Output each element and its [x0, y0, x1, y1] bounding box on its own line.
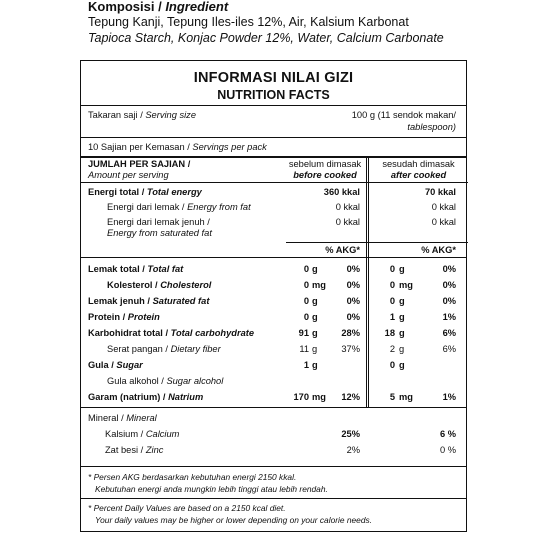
nutrient-after-unit: g: [399, 360, 405, 370]
energy-total-label: Energi total / Total energy: [88, 187, 202, 197]
divider: [81, 466, 466, 467]
nutrient-after-amount: 0: [389, 264, 395, 274]
nutrient-after-amount: 0: [389, 296, 395, 306]
nutrient-after-akg: 0%: [442, 280, 456, 290]
nutrient-after-unit: mg: [399, 280, 413, 290]
mineral-calcium-label: Kalsium / Calcium: [105, 429, 180, 439]
nutrient-before-unit: g: [312, 264, 318, 274]
nutrient-after-unit: g: [399, 296, 405, 306]
nutrient-before-amount: 0: [303, 296, 309, 306]
energy-fat-after: 0 kkal: [431, 202, 456, 212]
energy-fat-label: Energi dari lemak / Energy from fat: [107, 202, 251, 212]
after-cooked-header: sesudah dimasak: [382, 159, 455, 169]
serving-size-value-unit: tablespoon): [407, 122, 456, 132]
nutrition-facts-panel: [80, 60, 467, 532]
footnote-id-1: * Persen AKG berdasarkan kebutuhan energi 2150 kkal.: [88, 472, 297, 482]
composition-title: Komposisi / Ingredient: [88, 0, 229, 14]
nutrient-label: Kolesterol / Cholesterol: [107, 280, 212, 290]
nutrient-before-akg: 0%: [346, 280, 360, 290]
nutrient-after-akg: 6%: [442, 344, 456, 354]
divider: [81, 407, 466, 408]
divider: [81, 498, 466, 499]
nutrient-label: Gula / Sugar: [88, 360, 143, 370]
nutrient-label: Gula alkohol / Sugar alcohol: [107, 376, 224, 386]
after-cooked-header-en: after cooked: [390, 170, 447, 180]
nutrient-before-akg: 12%: [341, 392, 360, 402]
nutrient-after-amount: 0: [389, 360, 395, 370]
akg-header-before: % AKG*: [325, 245, 360, 255]
nutrient-before-unit: g: [312, 296, 318, 306]
nutrient-label: Lemak jenuh / Saturated fat: [88, 296, 210, 306]
amount-per-serving-label: JUMLAH PER SAJIAN /: [88, 159, 191, 169]
mineral-zinc-label: Zat besi / Zinc: [105, 445, 164, 455]
divider-thick: [81, 156, 466, 158]
nutrient-before-amount: 0: [303, 312, 309, 322]
nutrient-after-amount: 18: [384, 328, 395, 338]
nutrient-before-amount: 0: [303, 264, 309, 274]
panel-title-id: INFORMASI NILAI GIZI: [193, 70, 354, 86]
nutrient-before-akg: 28%: [341, 328, 360, 338]
nutrient-before-akg: 0%: [346, 296, 360, 306]
serving-size-label: Takaran saji / Serving size: [88, 110, 196, 120]
nutrient-before-unit: g: [312, 312, 318, 322]
panel-title-en: NUTRITION FACTS: [217, 88, 330, 102]
nutrient-before-unit: g: [312, 344, 318, 354]
energy-sat-fat-label: Energi dari lemak jenuh /: [107, 217, 210, 227]
footnote-en-2: Your daily values may be higher or lower depending on your calorie needs.: [95, 515, 373, 525]
footnote-en-1: * Percent Daily Values are based on a 2150 kcal diet.: [88, 503, 286, 513]
energy-total-before: 360 kkal: [323, 187, 360, 197]
composition-text-en: Tapioca Starch, Konjac Powder 12%, Water, Calcium Carbonate: [88, 31, 444, 45]
nutrient-after-akg: 1%: [442, 392, 456, 402]
column-divider: [366, 157, 367, 407]
divider: [81, 137, 466, 138]
nutrient-label: Protein / Protein: [88, 312, 160, 322]
servings-per-pack: 10 Sajian per Kemasan / Servings per pack: [88, 142, 267, 152]
nutrient-after-unit: g: [399, 312, 405, 322]
nutrient-before-unit: mg: [312, 392, 326, 402]
energy-sat-fat-before: 0 kkal: [335, 217, 360, 227]
nutrient-before-amount: 170: [293, 392, 309, 402]
serving-size-value: 100 g (11 sendok makan/: [351, 110, 456, 120]
composition-section: [88, 0, 508, 46]
nutrient-before-amount: 91: [298, 328, 309, 338]
mineral-calcium-before: 25%: [341, 429, 360, 439]
before-cooked-header-en: before cooked: [293, 170, 357, 180]
nutrient-after-akg: 0%: [442, 296, 456, 306]
nutrient-before-amount: 0: [303, 280, 309, 290]
nutrient-after-amount: 5: [389, 392, 395, 402]
mineral-zinc-after: 0 %: [439, 445, 456, 455]
nutrient-after-unit: g: [399, 344, 405, 354]
mineral-title: Mineral / Mineral: [88, 413, 157, 423]
nutrient-after-akg: 6%: [442, 328, 456, 338]
nutrient-after-unit: g: [399, 264, 405, 274]
nutrient-before-unit: mg: [312, 280, 326, 290]
nutrient-before-amount: 11: [299, 344, 309, 354]
nutrient-label: Garam (natrium) / Natrium: [88, 392, 204, 402]
energy-fat-before: 0 kkal: [335, 202, 360, 212]
nutrient-before-unit: g: [312, 328, 318, 338]
mineral-calcium-after: 6 %: [439, 429, 456, 439]
divider: [81, 182, 468, 183]
nutrient-label: Lemak total / Total fat: [88, 264, 184, 274]
energy-sat-fat-label-en: Energy from saturated fat: [107, 228, 212, 238]
footnote-id-2: Kebutuhan energi anda mungkin lebih tinggi atau lebih rendah.: [95, 484, 328, 494]
akg-header-after: % AKG*: [421, 245, 456, 255]
amount-per-serving-label-en: Amount per serving: [88, 170, 169, 180]
divider: [81, 257, 466, 258]
composition-text-id: Tepung Kanji, Tepung Iles-iles 12%, Air, Kalsium Karbonat: [88, 15, 409, 29]
nutrient-after-unit: mg: [399, 392, 413, 402]
divider: [286, 242, 468, 243]
nutrient-before-akg: 0%: [346, 264, 360, 274]
nutrient-after-akg: 1%: [442, 312, 456, 322]
nutrient-after-unit: g: [399, 328, 405, 338]
energy-total-after: 70 kkal: [424, 187, 456, 197]
nutrient-after-amount: 2: [389, 344, 395, 354]
before-cooked-header: sebelum dimasak: [288, 159, 362, 169]
nutrient-before-akg: 0%: [346, 312, 360, 322]
nutrient-before-akg: 37%: [341, 344, 360, 354]
nutrient-after-akg: 0%: [442, 264, 456, 274]
nutrient-label: Serat pangan / Dietary fiber: [107, 344, 221, 354]
energy-sat-fat-after: 0 kkal: [431, 217, 456, 227]
nutrient-label: Karbohidrat total / Total carbohydrate: [88, 328, 255, 338]
nutrient-after-amount: 1: [389, 312, 395, 322]
nutrient-before-unit: g: [312, 360, 318, 370]
mineral-zinc-before: 2%: [346, 445, 360, 455]
nutrient-before-amount: 1: [303, 360, 309, 370]
divider: [81, 105, 466, 106]
column-divider: [368, 157, 369, 407]
nutrient-after-amount: 0: [389, 280, 395, 290]
